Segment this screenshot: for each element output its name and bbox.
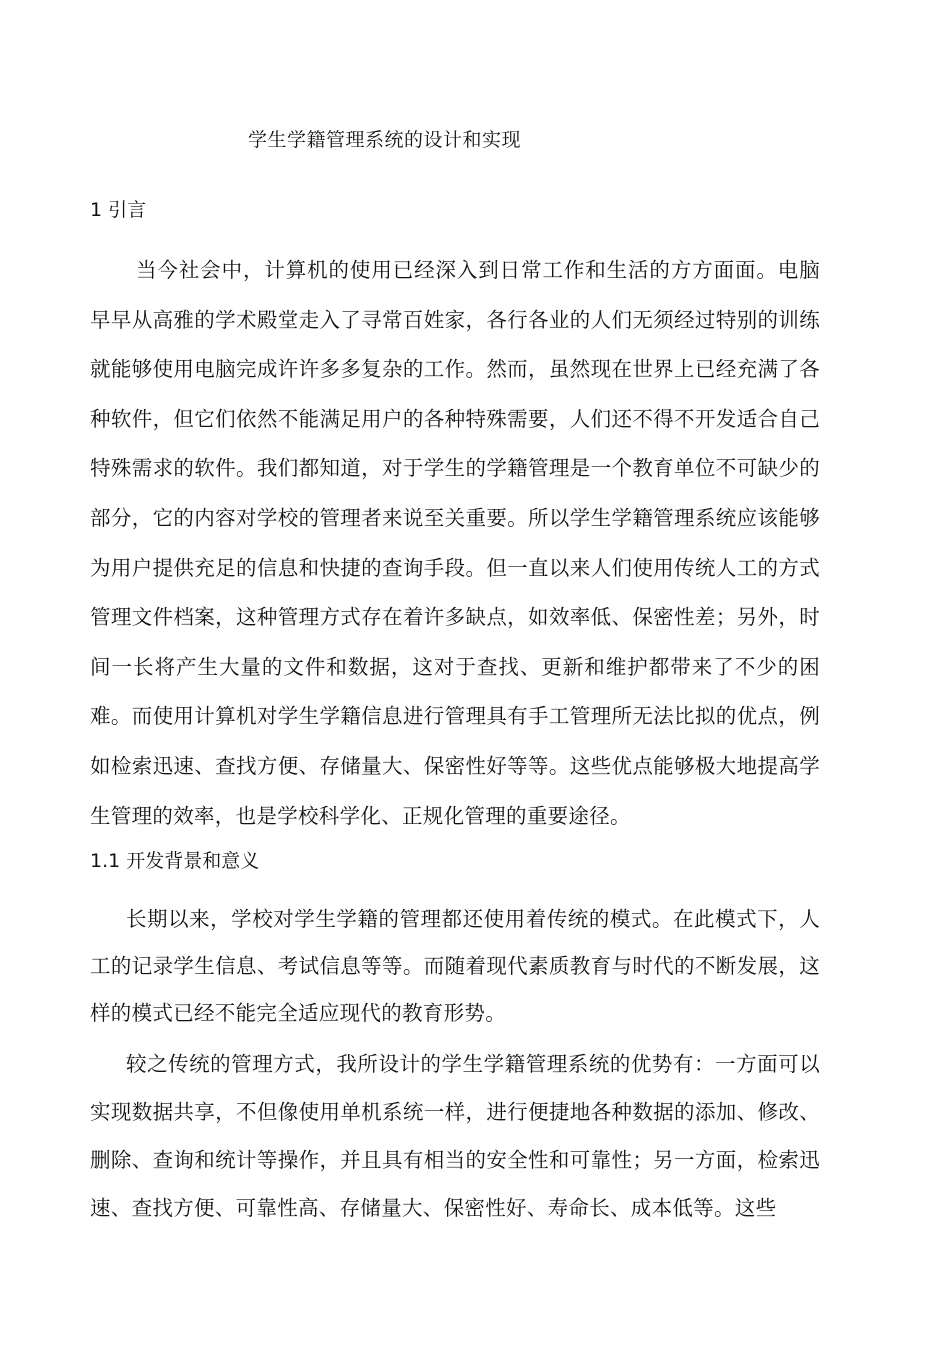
section-heading-introduction: 1 引言 [90, 199, 147, 221]
document-title: 学生学籍管理系统的设计和实现 [248, 129, 522, 151]
background-paragraph-1: 长期以来，学校对学生学籍的管理都还使用着传统的模式。在此模式下，人工的记录学生信息、考试信息等等。而随着现代素质教育与时代的不断发展，这样的模式已经不能完全适应现代的教育形势。 [90, 907, 820, 1025]
background-paragraph-2: 较之传统的管理方式，我所设计的学生学籍管理系统的优势有：一方面可以实现数据共享，不但像使用单机系统一样，进行便捷地各种数据的添加、修改、删除、查询和统计等操作，并且具有相当的安全性和可靠性；另一方面，检索迅速、查找方便、可靠性高、存储量大、保密性好、寿命长、成本低等。这些 [90, 1052, 820, 1220]
section-heading-background: 1.1 开发背景和意义 [90, 850, 260, 872]
introduction-paragraph: 当今社会中，计算机的使用已经深入到日常工作和生活的方方面面。电脑早早从高雅的学术殿堂走入了寻常百姓家，各行各业的人们无须经过特别的训练就能够使用电脑完成许许多多复杂的工作。然而，虽然现在世界上已经充满了各种软件，但它们依然不能满足用户的各种特殊需要，人们还不得不开发适合自己特殊需求的软件。我们都知道，对于学生的学籍管理是一个教育单位不可缺少的部分，它的内容对学校的管理者来说至关重要。所以学生学籍管理系统应该能够为用户提供充足的信息和快捷的查询手段。但一直以来人们使用传统人工的方式管理文件档案，这种管理方式存在着许多缺点，如效率低、保密性差；另外，时间一长将产生大量的文件和数据，这对于查找、更新和维护都带来了不少的困难。而使用计算机对学生学籍信息进行管理具有手工管理所无法比拟的优点，例如检索迅速、查找方便、存储量大、保密性好等等。这些优点能够极大地提高学生管理的效率，也是学校科学化、正规化管理的重要途径。 [90, 258, 820, 828]
